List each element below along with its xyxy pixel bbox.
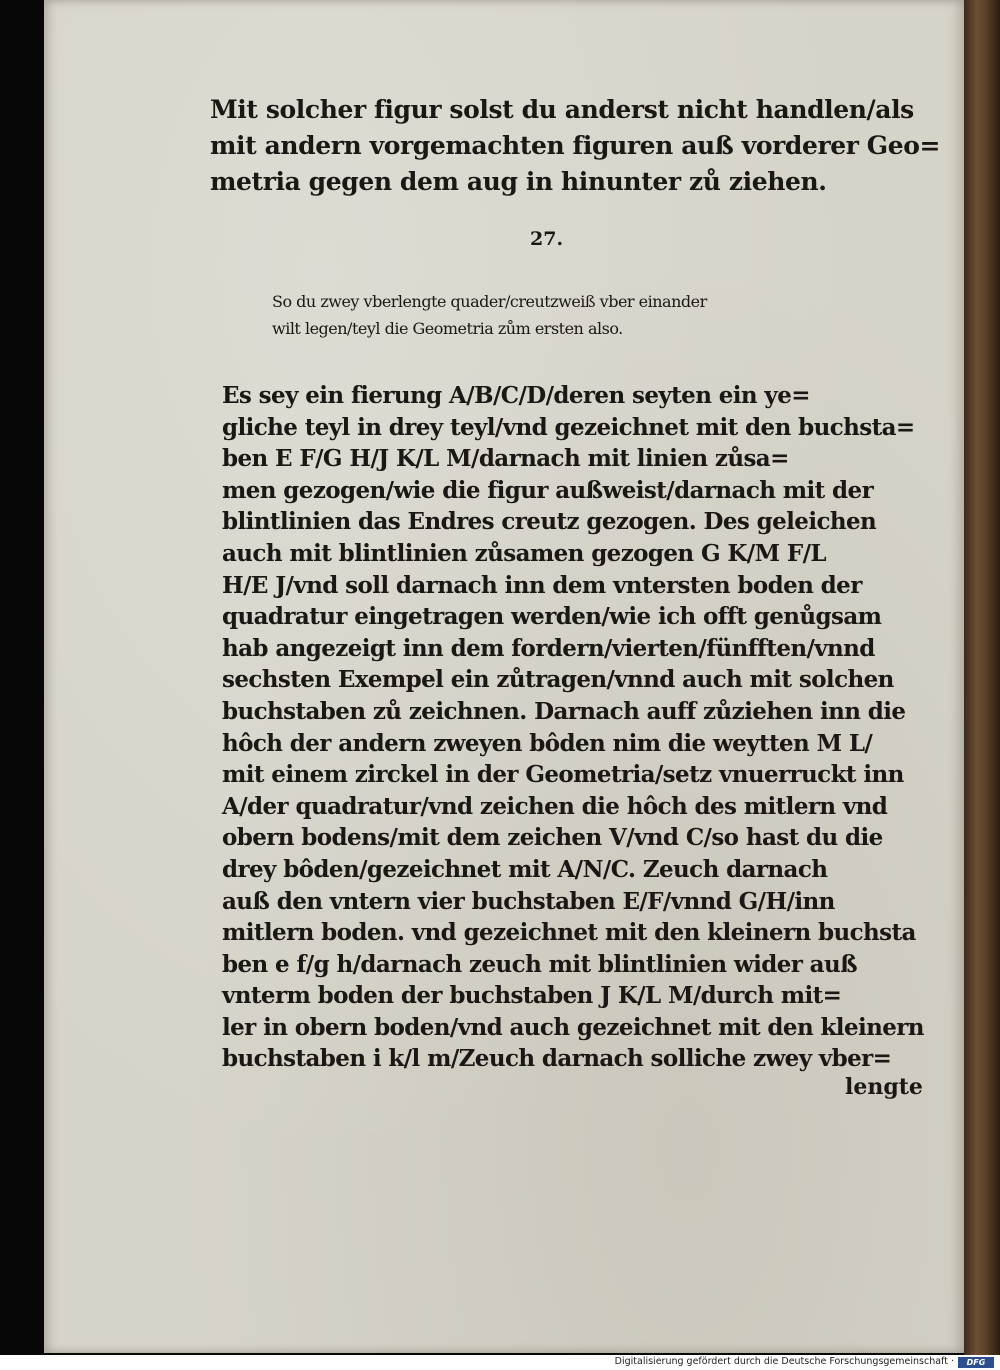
body-line: mitlern boden. vnd gezeichnet mit den kleinern buchsta (222, 919, 916, 947)
body-line: quadratur eingetragen werden/wie ich offt genůgsam (222, 603, 882, 631)
body-line: ler in obern boden/vnd auch gezeichnet mit den kleinern (222, 1013, 924, 1041)
dfg-logo[interactable]: DFG (958, 1357, 994, 1368)
heading-line: So du zwey vberlengte quader/creutzweiß vber einander (272, 292, 707, 311)
body-line: auch mit blintlinien zůsamen gezogen G K/M F/L (222, 539, 826, 567)
body-line: hôch der andern zweyen bôden nim die weytten M L/ (222, 729, 873, 757)
section-heading (272, 288, 862, 342)
body-line: gliche teyl in drey teyl/vnd gezeichnet mit den buchsta= (222, 413, 915, 441)
body-line: auß den vntern vier buchstaben E/F/vnnd G/H/inn (222, 887, 835, 915)
body-line: vnterm boden der buchstaben J K/L M/durch mit= (222, 982, 842, 1010)
intro-line: metria gegen dem aug in hinunter zů ziehen. (210, 167, 827, 196)
body-line: blintlinien das Endres creutz gezogen. Des geleichen (222, 508, 877, 536)
body-line: ben e f/g h/darnach zeuch mit blintlinien wider auß (222, 950, 857, 978)
intro-line: mit andern vorgemachten figuren auß vorderer Geo= (210, 131, 941, 160)
body-line: mit einem zirckel in der Geometria/setz vnuerruckt inn (222, 761, 904, 789)
body-line: buchstaben zů zeichnen. Darnach auff zůziehen inn die (222, 697, 906, 725)
catchword: lengte (845, 1074, 923, 1100)
body-line: hab angezeigt inn dem fordern/vierten/fünfften/vnnd (222, 634, 875, 662)
body-line: H/E J/vnd soll darnach inn dem vntersten boden der (222, 571, 862, 599)
body-line: ben E F/G H/J K/L M/darnach mit linien zůsa= (222, 445, 789, 473)
body-paragraph (222, 380, 942, 1075)
body-line: buchstaben i k/l m/Zeuch darnach solliche zwey vber= (222, 1045, 892, 1073)
book-edge (964, 0, 1000, 1355)
intro-line: Mit solcher figur solst du anderst nicht handlen/als (210, 95, 914, 124)
body-line: sechsten Exempel ein zůtragen/vnnd auch mit solchen (222, 666, 894, 694)
body-line: Es sey ein fierung A/B/C/D/deren seyten ein ye= (222, 382, 810, 409)
body-line: A/der quadratur/vnd zeichen die hôch des mitlern vnd (222, 792, 888, 820)
body-line: men gezogen/wie die figur außweist/darnach mit der (222, 476, 874, 504)
page-number: 27. (530, 228, 564, 250)
body-line: obern bodens/mit dem zeichen V/vnd C/so hast du die (222, 824, 883, 852)
footer-credit: Digitalisierung gefördert durch die Deutsche Forschungsgemeinschaft · (614, 1356, 954, 1367)
heading-line: wilt legen/teyl die Geometria zům ersten also. (272, 319, 623, 338)
body-line: drey bôden/gezeichnet mit A/N/C. Zeuch darnach (222, 855, 828, 883)
intro-paragraph (210, 92, 941, 200)
